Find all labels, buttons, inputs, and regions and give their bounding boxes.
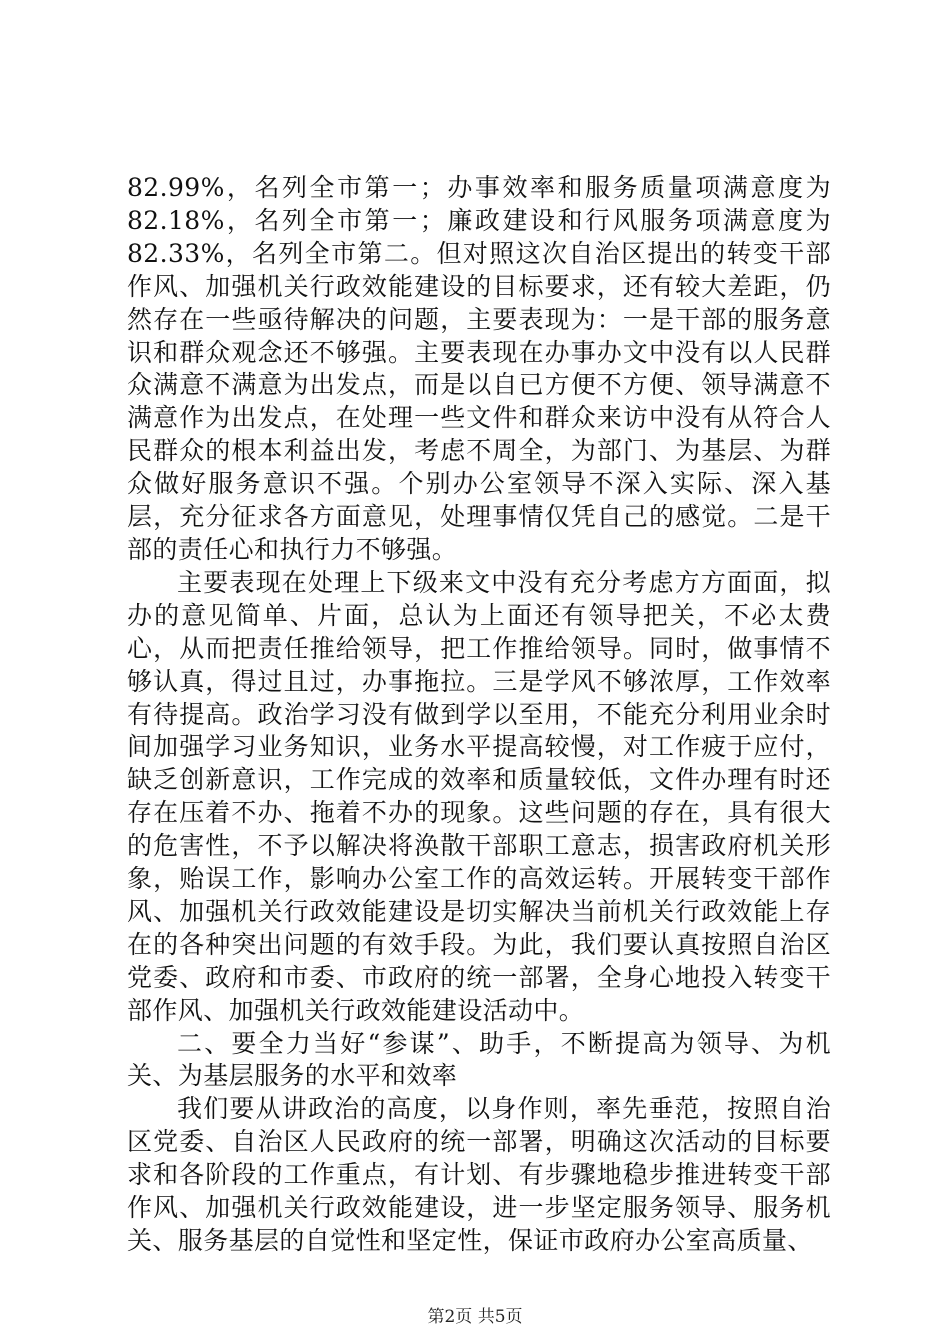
paragraph-2: 主要表现在处理上下级来文中没有充分考虑方方面面，拟办的意见简单、片面，总认为上面还有领导把关，不必太费心，从而把责任推给领导，把工作推给领导。同时，做事情不够认真，得过且过，办事拖拉。三是学风不够浓厚，工作效率有待提高。政治学习没有做到学以至用，不能充分利用业余时间加强学习业务知识，业务水平提高较慢，对工作疲于应付，缺乏创新意识，工作完成的效率和质量较低，文件办理有时还存在压着不办、拖着不办的现象。这些问题的存在，具有很大的危害性，不予以解决将涣散干部职工意志，损害政府机关形象，贻误工作，影响办公室工作的高效运转。开展转变干部作风、加强机关行政效能建设是切实解决当前机关行政效能上存在的各种突出问题的有效手段。为此，我们要认真按照自治区党委、政府和市委、市政府的统一部署，全身心地投入转变干部作风、加强机关行政效能建设活动中。 xyxy=(127,567,831,1025)
document-body xyxy=(127,172,831,1258)
section-heading: 二、要全力当好“参谋”、助手，不断提高为领导、为机关、为基层服务的水平和效率 xyxy=(127,1028,831,1091)
page-number-footer: 第2页 共5页 xyxy=(427,1307,523,1327)
paragraph-1: 82.99%，名列全市第一；办事效率和服务质量项满意度为82.18%，名列全市第一；廉政建设和行风服务项满意度为82.33%，名列全市第二。但对照这次自治区提出的转变干部作风、加强机关行政效能建设的目标要求，还有较大差距，仍然存在一些亟待解决的问题，主要表现为：一是干部的服务意识和群众观念还不够强。主要表现在办事办文中没有以人民群众满意不满意为出发点，而是以自已方便不方便、领导满意不满意作为出发点，在处理一些文件和群众来访中没有从符合人民群众的根本利益出发，考虑不周全，为部门、为基层、为群众做好服务意识不强。个别办公室领导不深入实际、深入基层，充分征求各方面意见，处理事情仅凭自己的感觉。二是干部的责任心和执行力不够强。 xyxy=(127,173,831,564)
paragraph-3: 我们要从讲政治的高度，以身作则，率先垂范，按照自治区党委、自治区人民政府的统一部署，明确这次活动的目标要求和各阶段的工作重点，有计划、有步骤地稳步推进转变干部作风、加强机关行政效能建设，进一步坚定服务领导、服务机关、服务基层的自觉性和坚定性，保证市政府办公室高质量、 xyxy=(127,1094,831,1255)
